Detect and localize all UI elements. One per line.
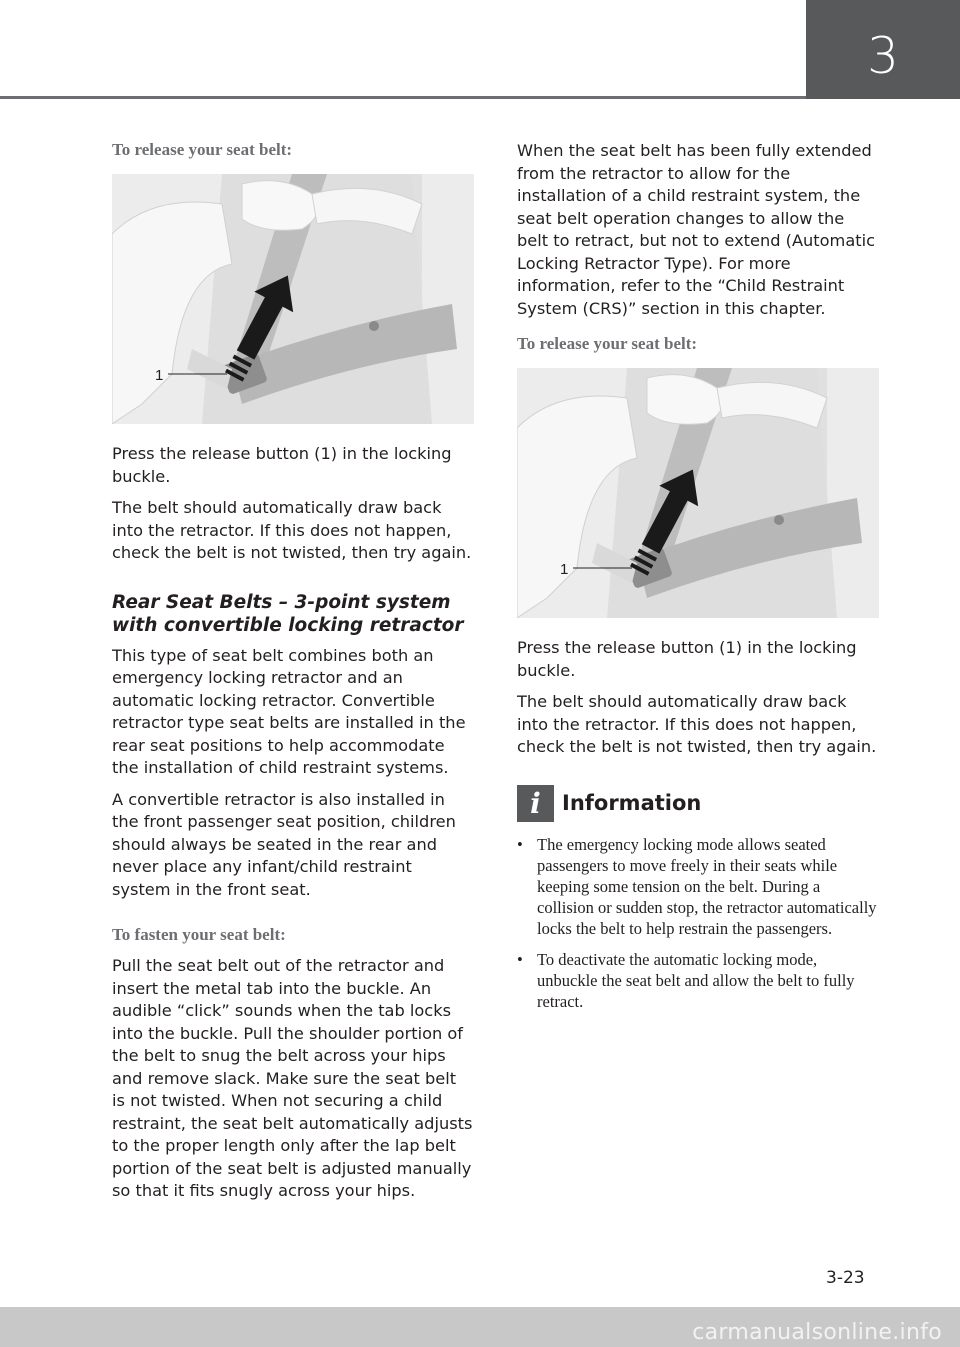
info-bullet [517,834,879,939]
fasten-instructions: Pull the seat belt out of the retractor and insert the metal tab into the buckle. An audible “click” sounds when the tab locks into the buckle. Pull the shoulder portion of the belt to snug the belt across your hips and remove slack. Make sure the seat belt is not twisted. When not securing a child restraint, the seat belt automatically adjusts to the proper length only after the lap belt portion of the seat belt is adjusted manually so that it fits snugly across your hips. [112,956,473,1200]
subhead-release-left: To release your seat belt: [112,140,293,159]
rear-belts-description: This type of seat belt combines both an emergency locking retractor and an automatic locking retractor. Convertible retractor type seat belts are installed in the rear seat positions to help accommodate the installation of child restraint systems. [112,645,466,777]
information-header [517,785,879,822]
alr-description: When the seat belt has been fully extended from the retractor to allow for the installation of a child restraint system, the seat belt operation changes to allow the belt to retract, but not to extend (Automatic Locking Retractor Type). For more information, refer to the “Child Restraint System (CRS)” section in this chapter. [517,141,875,318]
header-rule [0,96,806,99]
left-column [112,140,474,1212]
information-title: Information [562,791,702,815]
seatbelt-release-illustration-2 [517,368,879,618]
page-number: 3-23 [826,1268,865,1288]
info-bullet [517,949,879,1012]
release-instruction-right: Press the release button (1) in the locking buckle. [517,638,857,680]
chapter-tab: 3 [806,0,960,99]
info-bullet-text: The emergency locking mode allows seated passengers to move freely in their seats while keeping some tension on the belt. During a collision or sudden stop, the retractor automatically locks the belt to help restrain the passengers. [537,834,877,938]
retract-note-left: The belt should automatically draw back into the retractor. If this does not happen, check the belt is not twisted, then try again. [112,498,472,562]
figure-callout-1: 1 [155,367,164,384]
watermark: carmanualsonline.info [692,1320,942,1345]
right-column [517,140,879,1022]
retract-note-right: The belt should automatically draw back into the retractor. If this does not happen, check the belt is not twisted, then try again. [517,692,877,756]
bullet-icon: • [517,834,523,854]
bullet-icon: • [517,949,523,969]
section-title-rear-belts: Rear Seat Belts – 3-point system with convertible locking retractor [112,591,464,636]
info-bullet-text: To deactivate the automatic locking mode, unbuckle the seat belt and allow the belt to fully retract. [537,949,855,1011]
information-icon: i [517,785,554,822]
front-passenger-note: A convertible retractor is also installed in the front passenger seat position, children should always be seated in the rear and never place any infant/child restraint system in the front seat. [112,789,456,899]
release-instruction-left: Press the release button (1) in the locking buckle. [112,444,452,486]
subhead-fasten: To fasten your seat belt: [112,925,286,944]
seatbelt-release-illustration [112,174,474,424]
subhead-release-right: To release your seat belt: [517,334,698,353]
figure-callout-1-right: 1 [560,561,569,578]
